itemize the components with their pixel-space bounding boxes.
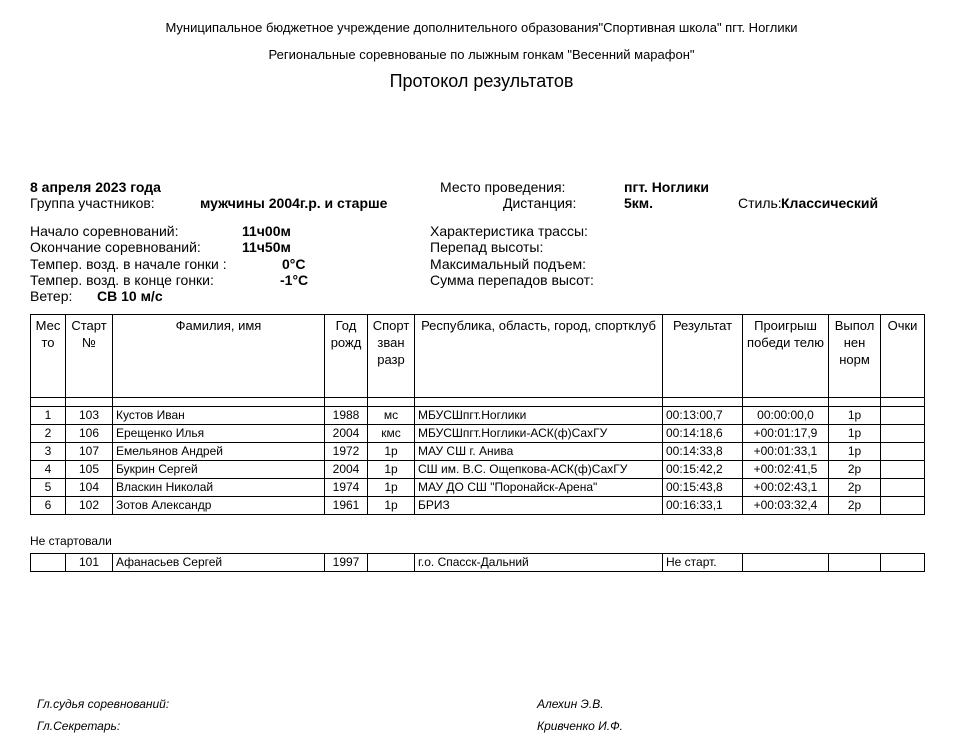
table-cell: МАУ ДО СШ "Поронайск-Арена" (415, 479, 663, 497)
temp-start-value: 0°C (282, 256, 306, 272)
table-cell (881, 407, 925, 425)
temp-end-label: Темпер. возд. в конце гонки: (30, 272, 214, 288)
chief-judge-name: Алехин Э.В. (537, 697, 604, 711)
table-cell: 5 (31, 479, 66, 497)
table-cell: 105 (66, 461, 113, 479)
start-label: Начало соревнований: (30, 223, 179, 239)
table-cell: Кустов Иван (113, 407, 325, 425)
spacer-cell (829, 398, 881, 407)
table-cell: 2004 (325, 461, 368, 479)
table-cell: Власкин Николай (113, 479, 325, 497)
table-cell: 1974 (325, 479, 368, 497)
table-cell (881, 497, 925, 515)
table-cell: 102 (66, 497, 113, 515)
table-cell: 1р (829, 443, 881, 461)
col-place: Мес то (31, 315, 66, 398)
distance-label: Дистанция: (503, 195, 577, 211)
table-cell: кмс (368, 425, 415, 443)
distance-value: 5км. (624, 195, 654, 211)
table-cell: 1р (368, 497, 415, 515)
wind-label: Ветер: (30, 288, 73, 304)
table-row (31, 407, 925, 425)
table-cell: МБУСШпгт.Ноглики-АСК(ф)СахГУ (415, 425, 663, 443)
page-title: Протокол результатов (389, 71, 574, 91)
track-label: Характеристика трассы: (430, 223, 588, 239)
table-cell: Емельянов Андрей (113, 443, 325, 461)
table-cell: 103 (66, 407, 113, 425)
table-cell: 00:15:42,2 (663, 461, 743, 479)
spacer-cell (66, 398, 113, 407)
group-value: мужчины 2004г.р. и старше (200, 195, 388, 211)
spacer-cell (113, 398, 325, 407)
table-cell: 6 (31, 497, 66, 515)
table-cell: 00:15:43,8 (663, 479, 743, 497)
table-cell: 00:13:00,7 (663, 407, 743, 425)
table-cell: +00:01:17,9 (743, 425, 829, 443)
table-cell: 1972 (325, 443, 368, 461)
table-cell: 1р (829, 407, 881, 425)
dns-group-label: Не стартовали (30, 534, 112, 548)
table-cell: 107 (66, 443, 113, 461)
results-table (30, 314, 925, 515)
table-cell: 00:16:33,1 (663, 497, 743, 515)
table-cell: мс (368, 407, 415, 425)
table-cell: Зотов Александр (113, 497, 325, 515)
table-cell: 00:00:00,0 (743, 407, 829, 425)
table-row (31, 479, 925, 497)
table-cell (881, 479, 925, 497)
table-cell: 1р (829, 425, 881, 443)
table-cell: 1р (368, 443, 415, 461)
style-value: Классический (781, 195, 879, 211)
spacer-cell (743, 398, 829, 407)
spacer-cell (368, 398, 415, 407)
table-cell: +00:01:33,1 (743, 443, 829, 461)
table-cell: БРИЗ (415, 497, 663, 515)
table-row (31, 497, 925, 515)
table-cell: 4 (31, 461, 66, 479)
chief-judge-label: Гл.судья соревнований: (37, 697, 170, 711)
table-cell: 2004 (325, 425, 368, 443)
venue-label: Место проведения: (440, 179, 566, 195)
col-behind: Проигрыш победи телю (743, 315, 829, 398)
spacer-cell (31, 398, 66, 407)
race-date: 8 апреля 2023 года (30, 179, 161, 195)
table-cell: г.о. Спасск-Дальний (415, 554, 663, 572)
col-club: Республика, область, город, спортклуб (415, 315, 663, 398)
table-cell: 2р (829, 461, 881, 479)
group-label: Группа участников: (30, 195, 155, 211)
table-cell: 1р (368, 461, 415, 479)
table-cell: 101 (66, 554, 113, 572)
table-cell (881, 461, 925, 479)
table-cell: 2р (829, 479, 881, 497)
table-cell (829, 554, 881, 572)
table-cell (743, 554, 829, 572)
org-name: Муниципальное бюджетное учреждение дополнительного образования"Спортивная школа" пгт. Ноглики (165, 20, 798, 35)
table-cell: +00:02:41,5 (743, 461, 829, 479)
dns-table (30, 553, 925, 572)
table-cell: 1 (31, 407, 66, 425)
table-row (31, 425, 925, 443)
spacer-cell (663, 398, 743, 407)
spacer-cell (325, 398, 368, 407)
col-name: Фамилия, имя (113, 315, 325, 398)
end-label: Окончание соревнований: (30, 239, 201, 255)
table-cell: Не старт. (663, 554, 743, 572)
col-norm: Выпол нен норм (829, 315, 881, 398)
event-name: Региональные соревнованые по лыжным гонкам "Весенний марафон" (268, 47, 695, 62)
col-result: Результат (663, 315, 743, 398)
table-row (31, 443, 925, 461)
venue-value: пгт. Ноглики (624, 179, 709, 195)
dns-row (31, 554, 925, 572)
table-cell: 2р (829, 497, 881, 515)
secretary-name: Кривченко И.Ф. (537, 719, 623, 733)
wind-value: СВ 10 м/с (97, 288, 163, 304)
sum-diff-label: Сумма перепадов высот: (430, 272, 594, 288)
col-birth-year: Год рожд (325, 315, 368, 398)
height-diff-label: Перепад высоты: (430, 239, 544, 255)
table-cell: 1961 (325, 497, 368, 515)
table-cell: СШ им. В.С. Ощепкова-АСК(ф)СахГУ (415, 461, 663, 479)
table-header-row (31, 315, 925, 398)
spacer-cell (415, 398, 663, 407)
spacer-row (31, 398, 925, 407)
table-cell: 1997 (325, 554, 368, 572)
table-cell (881, 425, 925, 443)
col-start-no: Старт № (66, 315, 113, 398)
table-cell: 1р (368, 479, 415, 497)
col-sport-rank: Спорт зван разр (368, 315, 415, 398)
table-cell: 104 (66, 479, 113, 497)
table-cell: +00:03:32,4 (743, 497, 829, 515)
table-cell: 00:14:33,8 (663, 443, 743, 461)
table-cell: Афанасьев Сергей (113, 554, 325, 572)
style-label: Стиль: (738, 195, 782, 211)
start-value: 11ч00м (242, 223, 291, 239)
table-cell: 00:14:18,6 (663, 425, 743, 443)
table-row (31, 461, 925, 479)
secretary-label: Гл.Секретарь: (37, 719, 121, 733)
table-cell (31, 554, 66, 572)
table-cell: 106 (66, 425, 113, 443)
table-cell: 3 (31, 443, 66, 461)
table-cell (881, 554, 925, 572)
temp-end-value: -1°C (280, 272, 309, 288)
table-cell: МБУСШпгт.Ноглики (415, 407, 663, 425)
max-climb-label: Максимальный подъем: (430, 256, 587, 272)
table-cell (368, 554, 415, 572)
table-cell: МАУ СШ г. Анива (415, 443, 663, 461)
col-points: Очки (881, 315, 925, 398)
table-cell: Букрин Сергей (113, 461, 325, 479)
spacer-cell (881, 398, 925, 407)
table-cell: 2 (31, 425, 66, 443)
table-cell: +00:02:43,1 (743, 479, 829, 497)
temp-start-label: Темпер. возд. в начале гонки : (30, 256, 227, 272)
end-value: 11ч50м (242, 239, 291, 255)
table-cell (881, 443, 925, 461)
table-cell: Ерещенко Илья (113, 425, 325, 443)
table-cell: 1988 (325, 407, 368, 425)
